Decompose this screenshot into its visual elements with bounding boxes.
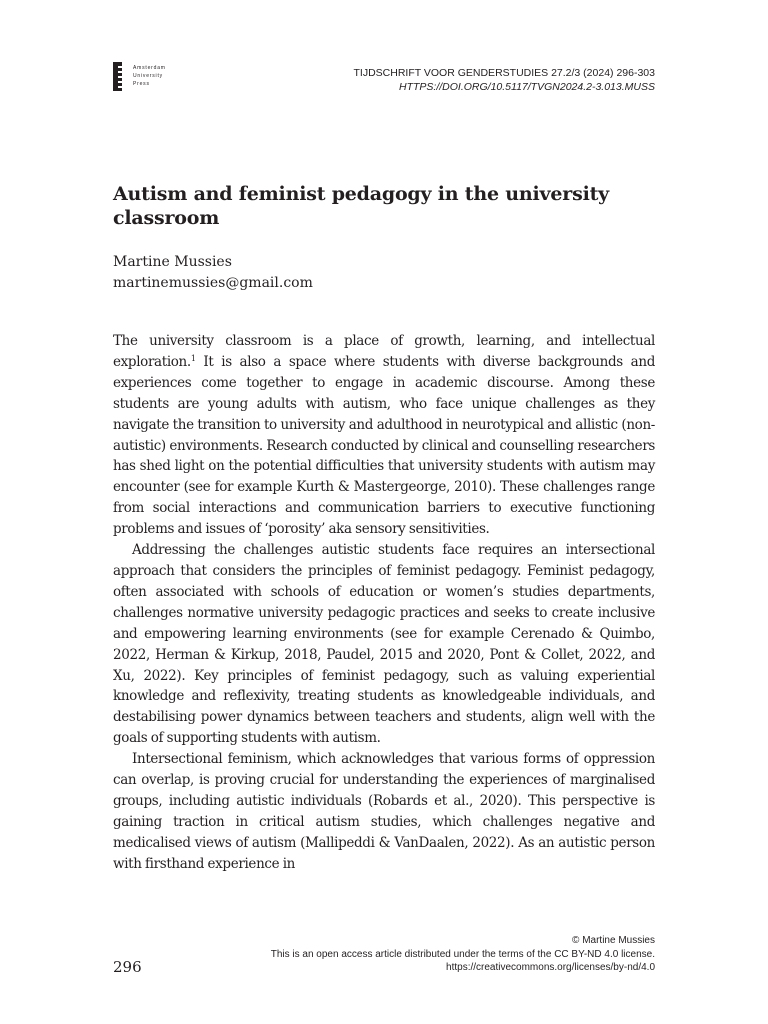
license-footer <box>271 934 655 975</box>
author-name: Martine Mussies <box>113 254 232 270</box>
logo-line: Press <box>133 81 150 87</box>
paragraph-1 <box>113 331 655 540</box>
footnote-ref[interactable]: 1 <box>190 353 196 363</box>
author-block <box>113 252 313 294</box>
logo-wordmark <box>133 64 166 88</box>
logo-notch <box>118 71 122 73</box>
logo-notch <box>118 76 122 78</box>
logo-notch <box>118 81 122 83</box>
paragraph-1-start: The university classroom is a place of growth, learning, and intellectual exploration. <box>113 333 655 370</box>
license-url[interactable]: https://creativecommons.org/licenses/by-nd/4.0 <box>446 962 655 973</box>
running-header <box>354 66 656 94</box>
copyright-line: © Martine Mussies <box>572 935 655 946</box>
logo-mark-icon <box>113 62 122 91</box>
logo-notch <box>118 66 122 68</box>
paragraph-1-rest: It is also a space where students with diverse backgrounds and experiences come together to engage in academic discourse. Among these students are young adults with autism, who face unique challenges as they navigate the transition to university and adulthood in neurotypical and allistic (non-autistic) environments. Research conducted by clinical and counselling researchers has shed light on the potential difficulties that university students with autism may encounter (see for example Kurth & Mastergeorge, 2010). These challenges range from social interactions and communication barriers to executive functioning problems and issues of ‘porosity’ aka sensory sensitivities. <box>113 353 655 538</box>
license-statement: This is an open access article distributed under the terms of the CC BY-ND 4.0 license. <box>270 948 655 960</box>
page-number: 296 <box>113 958 142 976</box>
logo-line: Amsterdam <box>133 65 166 71</box>
logo-line: University <box>133 73 163 79</box>
journal-citation: TIJDSCHRIFT VOOR GENDERSTUDIES 27.2/3 (2024) 296-303 <box>353 67 655 79</box>
author-email[interactable]: martinemussies@gmail.com <box>113 275 313 291</box>
paragraph-3: Intersectional feminism, which acknowledges that various forms of oppression can overlap, is proving crucial for understanding the experiences of marginalised groups, including autistic individuals (Robards et al., 2020). This perspective is gaining traction in critical autism studies, which challenges negative and medicalised views of autism (Mallipeddi & VanDaalen, 2022). As an autistic person with firsthand experience in <box>113 751 655 872</box>
article-title: Autism and feminist pedagogy in the university classroom <box>113 183 610 229</box>
logo-notch <box>118 86 122 88</box>
article-body <box>113 331 655 875</box>
paragraph-2: Addressing the challenges autistic students face requires an intersectional approach that considers the principles of feminist pedagogy. Feminist pedagogy, often associated with schools of education or women’s studies departments, challenges normative university pedagogic practices and seeks to create inclusive and empowering learning environments (see for example Cerenado & Quimbo, 2022, Herman & Kirkup, 2018, Paudel, 2015 and 2020, Pont & Collet, 2022, and Xu, 2022). Key principles of feminist pedagogy, such as valuing experiential knowledge and reflexivity, treating students as knowledgeable individuals, and destabilising power dynamics between teachers and students, align well with the goals of supporting students with autism. <box>113 542 655 747</box>
publisher-logo <box>113 62 183 92</box>
doi-link[interactable]: HTTPS://DOI.ORG/10.5117/TVGN2024.2-3.013.MUSS <box>399 81 655 93</box>
